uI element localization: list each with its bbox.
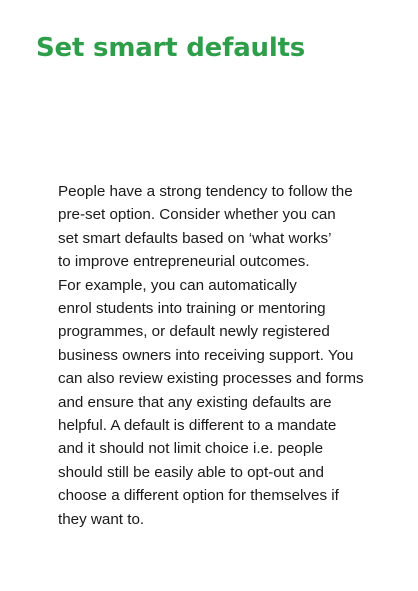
text-line: business owners into receiving support. You	[58, 346, 354, 364]
text-line: they want to.	[58, 510, 145, 528]
text-line: can also review existing processes and forms	[58, 370, 364, 388]
text-line: For example, you can automatically	[58, 276, 297, 294]
text-line: choose a different option for themselves if	[58, 487, 339, 505]
page-title: Set smart defaults	[36, 33, 306, 63]
text-line: People have a strong tendency to follow the	[58, 183, 353, 200]
text-line: set smart defaults based on ‘what works’	[58, 229, 332, 247]
text-line: pre-set option. Consider whether you can	[58, 206, 336, 224]
text-line: should still be easily able to opt-out and	[58, 463, 324, 481]
text-line: programmes, or default newly registered	[58, 323, 330, 341]
text-line: enrol students into training or mentoring	[58, 300, 326, 318]
text-line: and ensure that any existing defaults are	[58, 393, 332, 411]
text-line: to improve entrepreneurial outcomes.	[58, 253, 310, 271]
text-line: and it should not limit choice i.e. people	[58, 440, 324, 458]
body-paragraph	[58, 180, 378, 531]
text-line: helpful. A default is different to a mandate	[58, 417, 337, 435]
